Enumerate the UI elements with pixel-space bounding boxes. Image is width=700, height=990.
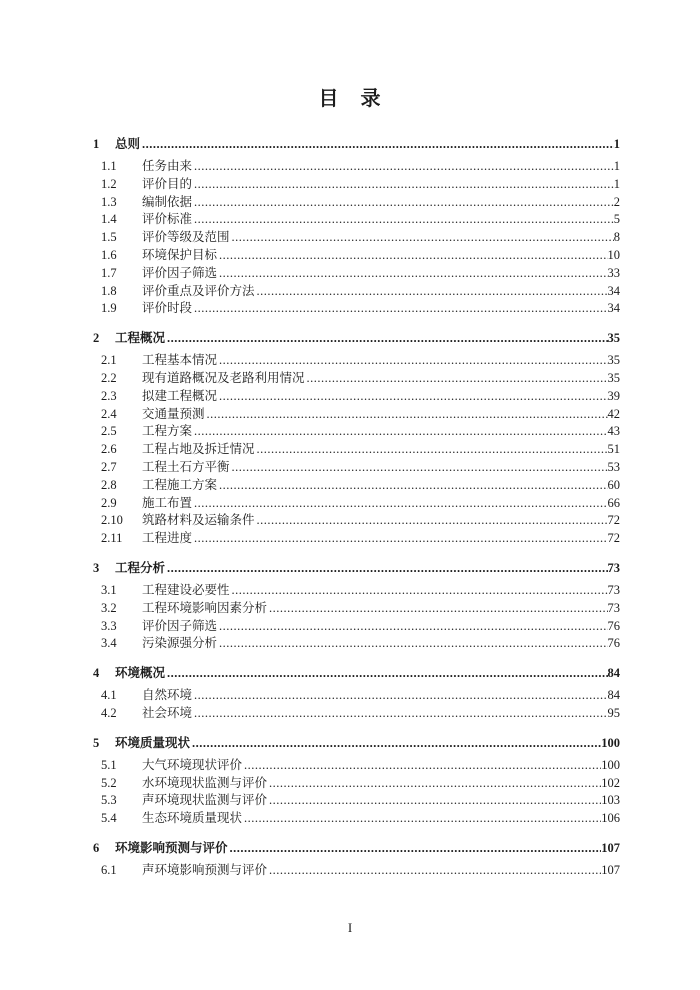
toc-entry[interactable] (101, 388, 620, 406)
toc-entry-number: 2.9 (101, 495, 117, 510)
toc-entry-page-number: 107 (601, 862, 620, 877)
toc-entry[interactable] (101, 247, 620, 265)
toc-entry-title: 自然环境 (142, 688, 193, 703)
toc-entry-number: 1.2 (101, 176, 117, 191)
toc-entry-page-number: 73 (607, 582, 620, 597)
toc-entry-page-number: 73 (607, 600, 620, 615)
toc-entry[interactable] (101, 211, 620, 229)
toc-entry-page-number: 39 (607, 388, 620, 403)
toc-entry[interactable] (93, 839, 620, 857)
toc-entry[interactable] (101, 423, 620, 441)
toc-entry-page-number: 42 (607, 406, 620, 421)
toc-entry-page-number: 51 (607, 442, 620, 457)
toc-entry-number: 1.3 (101, 194, 117, 209)
toc-leader-dots (194, 687, 607, 705)
toc-leader-dots (269, 775, 601, 793)
toc-entry-number: 3.3 (101, 618, 117, 633)
toc-entry-number: 4.1 (101, 688, 117, 703)
toc-entry-page-number: 100 (601, 735, 620, 750)
toc-entry[interactable] (101, 459, 620, 477)
toc-leader-dots (232, 582, 608, 600)
toc-leader-dots (219, 388, 607, 406)
toc-entry[interactable] (93, 734, 620, 752)
toc-entry-page-number: 43 (607, 424, 620, 439)
toc-entry-number: 4 (93, 666, 100, 681)
toc-entry-title: 环境质量现状 (115, 735, 191, 750)
toc-entry[interactable] (101, 194, 620, 212)
toc-entry-page-number: 8 (613, 230, 620, 245)
toc-entry-number: 6.1 (101, 862, 117, 877)
toc-entry-page-number: 35 (607, 370, 620, 385)
toc-entry-number: 2.8 (101, 477, 117, 492)
toc-entry-page-number: 1 (613, 159, 620, 173)
toc-entry-page-number: 72 (607, 513, 620, 528)
toc-entry[interactable] (101, 635, 620, 653)
toc-leader-dots (194, 495, 607, 513)
toc-entry-title: 大气环境现状评价 (142, 757, 243, 772)
toc-entry[interactable] (101, 582, 620, 600)
toc-leader-dots (207, 406, 608, 424)
toc-entry[interactable] (101, 406, 620, 424)
toc-entry-title: 评价时段 (142, 301, 193, 316)
toc-leader-dots (244, 810, 601, 828)
toc-entry-page-number: 60 (607, 477, 620, 492)
toc-entry-page-number: 35 (607, 331, 620, 346)
toc-entry-number: 5.3 (101, 793, 117, 808)
toc-entry-number: 2.10 (101, 513, 123, 528)
toc-entry[interactable] (101, 705, 620, 723)
toc-leader-dots (167, 329, 607, 347)
toc-entry-page-number: 102 (601, 775, 620, 790)
toc-entry-title: 工程环境影响因素分析 (142, 600, 268, 615)
toc-entry-number: 2.2 (101, 370, 117, 385)
toc-entry-page-number: 73 (607, 560, 620, 575)
toc-leader-dots (192, 734, 601, 752)
toc-entry[interactable] (101, 862, 620, 880)
toc-entry-title: 工程基本情况 (142, 353, 218, 368)
toc-entry[interactable] (101, 530, 620, 548)
toc-entry-page-number: 95 (607, 705, 620, 720)
toc-leader-dots (257, 512, 608, 530)
toc-entry-title: 评价目的 (142, 176, 193, 191)
toc-entry[interactable] (101, 810, 620, 828)
toc-entry-page-number: 34 (607, 283, 620, 298)
toc-entry[interactable] (101, 158, 620, 176)
toc-entry-page-number: 84 (607, 688, 620, 703)
toc-entry[interactable] (101, 775, 620, 793)
toc-entry-number: 2.7 (101, 459, 117, 474)
toc-entry[interactable] (101, 495, 620, 513)
toc-entry-number: 2 (93, 331, 100, 346)
toc-leader-dots (269, 862, 601, 880)
toc-leader-dots (142, 135, 614, 153)
toc-leader-dots (219, 265, 607, 283)
toc-entry[interactable] (93, 329, 620, 347)
toc-entry[interactable] (101, 757, 620, 775)
toc-entry-title: 工程施工方案 (142, 477, 218, 492)
toc-leader-dots (232, 459, 608, 477)
toc-entry[interactable] (101, 265, 620, 283)
toc-entry[interactable] (101, 618, 620, 636)
toc-entry-number: 3 (93, 560, 100, 575)
toc-entry-number: 3.1 (101, 582, 117, 597)
toc-entry[interactable] (101, 477, 620, 495)
toc-leader-dots (230, 839, 602, 857)
toc-entry-number: 1.5 (101, 230, 117, 245)
toc-entry-title: 任务由来 (142, 159, 193, 173)
toc-entry-title: 声环境影响预测与评价 (142, 862, 268, 877)
toc-entry-title: 拟建工程概况 (142, 388, 218, 403)
toc-entry-number: 1 (93, 137, 100, 151)
toc-entry-title: 评价因子筛选 (142, 618, 218, 633)
toc-entry[interactable] (101, 792, 620, 810)
toc-leader-dots (194, 211, 614, 229)
toc-entry-title: 工程概况 (115, 331, 166, 346)
toc-leader-dots (219, 618, 607, 636)
toc-entry-title: 污染源强分析 (142, 636, 218, 651)
toc-entry-title: 工程建设必要性 (142, 582, 230, 597)
toc-entry-page-number: 34 (607, 301, 620, 316)
toc-entry-page-number: 5 (613, 212, 620, 227)
toc-entry[interactable] (101, 283, 620, 301)
toc-leader-dots (167, 559, 607, 577)
toc-entry-number: 2.4 (101, 406, 117, 421)
toc-entry[interactable] (93, 664, 620, 682)
toc-leader-dots (194, 300, 607, 318)
toc-entry-page-number: 107 (601, 840, 620, 855)
toc-entry-title: 工程分析 (115, 560, 166, 575)
toc-entry-page-number: 1 (613, 137, 620, 151)
toc-entry-number: 1.9 (101, 301, 117, 316)
toc-entry[interactable] (101, 370, 620, 388)
toc-entry-number: 3.2 (101, 600, 117, 615)
toc-entry-title: 工程方案 (142, 424, 193, 439)
toc-leader-dots (219, 352, 607, 370)
table-of-contents (93, 135, 620, 880)
toc-leader-dots (269, 792, 601, 810)
toc-entry-number: 2.5 (101, 424, 117, 439)
toc-entry-page-number: 100 (601, 757, 620, 772)
page-title: 目 录 (318, 88, 382, 110)
toc-entry-page-number: 53 (607, 459, 620, 474)
toc-entry[interactable] (101, 687, 620, 705)
toc-entry-title: 评价标准 (142, 212, 193, 227)
toc-leader-dots (194, 530, 607, 548)
toc-entry-number: 5.1 (101, 757, 117, 772)
toc-entry-number: 1.1 (101, 159, 117, 173)
toc-entry-title: 编制依据 (142, 194, 193, 209)
toc-entry-title: 声环境现状监测与评价 (142, 793, 268, 808)
toc-entry-page-number: 76 (607, 618, 620, 633)
toc-entry-title: 工程土石方平衡 (142, 459, 230, 474)
toc-entry-title: 筑路材料及运输条件 (142, 513, 255, 528)
toc-entry-page-number: 103 (601, 793, 620, 808)
toc-entry-page-number: 33 (607, 265, 620, 280)
toc-entry-number: 1.7 (101, 265, 117, 280)
toc-entry-page-number: 35 (607, 353, 620, 368)
toc-entry-title: 工程进度 (142, 531, 193, 546)
toc-leader-dots (307, 370, 608, 388)
toc-entry[interactable] (93, 135, 620, 153)
toc-entry-title: 施工布置 (142, 495, 193, 510)
toc-entry[interactable] (101, 352, 620, 370)
page-number-footer: I (347, 920, 353, 935)
toc-leader-dots (194, 705, 607, 723)
toc-entry[interactable] (101, 300, 620, 318)
toc-entry-page-number: 1 (613, 176, 620, 191)
toc-leader-dots (219, 247, 607, 265)
toc-leader-dots (269, 600, 607, 618)
toc-leader-dots (219, 477, 607, 495)
toc-leader-dots (194, 158, 614, 176)
toc-entry-page-number: 106 (601, 811, 620, 826)
toc-entry-page-number: 66 (607, 495, 620, 510)
toc-entry[interactable] (101, 512, 620, 530)
toc-leader-dots (194, 194, 614, 212)
toc-entry-title: 评价等级及范围 (142, 230, 230, 245)
toc-entry-title: 工程占地及拆迁情况 (142, 442, 255, 457)
toc-entry-title: 环境保护目标 (142, 247, 218, 262)
toc-entry[interactable] (101, 441, 620, 459)
toc-entry-number: 5.4 (101, 811, 117, 826)
toc-entry-page-number: 76 (607, 636, 620, 651)
toc-entry-number: 2.11 (101, 531, 123, 546)
toc-entry-title: 交通量预测 (142, 406, 205, 421)
toc-entry-page-number: 10 (607, 247, 620, 262)
toc-entry-title: 社会环境 (142, 705, 193, 720)
toc-leader-dots (257, 441, 608, 459)
toc-entry-title: 评价因子筛选 (142, 265, 218, 280)
toc-entry[interactable] (101, 229, 620, 247)
toc-entry-number: 5 (93, 735, 100, 750)
toc-entry-number: 3.4 (101, 636, 117, 651)
toc-entry-number: 6 (93, 840, 100, 855)
toc-entry-number: 2.6 (101, 442, 117, 457)
toc-entry[interactable] (101, 176, 620, 194)
toc-leader-dots (194, 423, 607, 441)
toc-entry-page-number: 2 (613, 194, 620, 209)
toc-entry-number: 4.2 (101, 705, 117, 720)
toc-entry-title: 总则 (115, 137, 141, 151)
toc-entry-number: 2.3 (101, 388, 117, 403)
toc-entry-number: 1.8 (101, 283, 117, 298)
toc-leader-dots (232, 229, 614, 247)
toc-leader-dots (167, 664, 607, 682)
toc-entry[interactable] (101, 600, 620, 618)
toc-entry-title: 现有道路概况及老路利用情况 (142, 370, 305, 385)
toc-entry-title: 生态环境质量现状 (142, 811, 243, 826)
toc-leader-dots (194, 176, 614, 194)
toc-entry-number: 5.2 (101, 775, 117, 790)
toc-entry-title: 评价重点及评价方法 (142, 283, 255, 298)
toc-entry-title: 环境影响预测与评价 (115, 840, 228, 855)
toc-entry-page-number: 84 (607, 666, 620, 681)
toc-entry-title: 环境概况 (115, 666, 166, 681)
toc-entry-page-number: 72 (607, 531, 620, 546)
toc-leader-dots (257, 283, 608, 301)
toc-leader-dots (244, 757, 601, 775)
toc-entry-title: 水环境现状监测与评价 (142, 775, 268, 790)
toc-entry-number: 1.4 (101, 212, 117, 227)
toc-entry-number: 1.6 (101, 247, 117, 262)
toc-entry-number: 2.1 (101, 353, 117, 368)
toc-entry[interactable] (93, 559, 620, 577)
toc-leader-dots (219, 635, 607, 653)
